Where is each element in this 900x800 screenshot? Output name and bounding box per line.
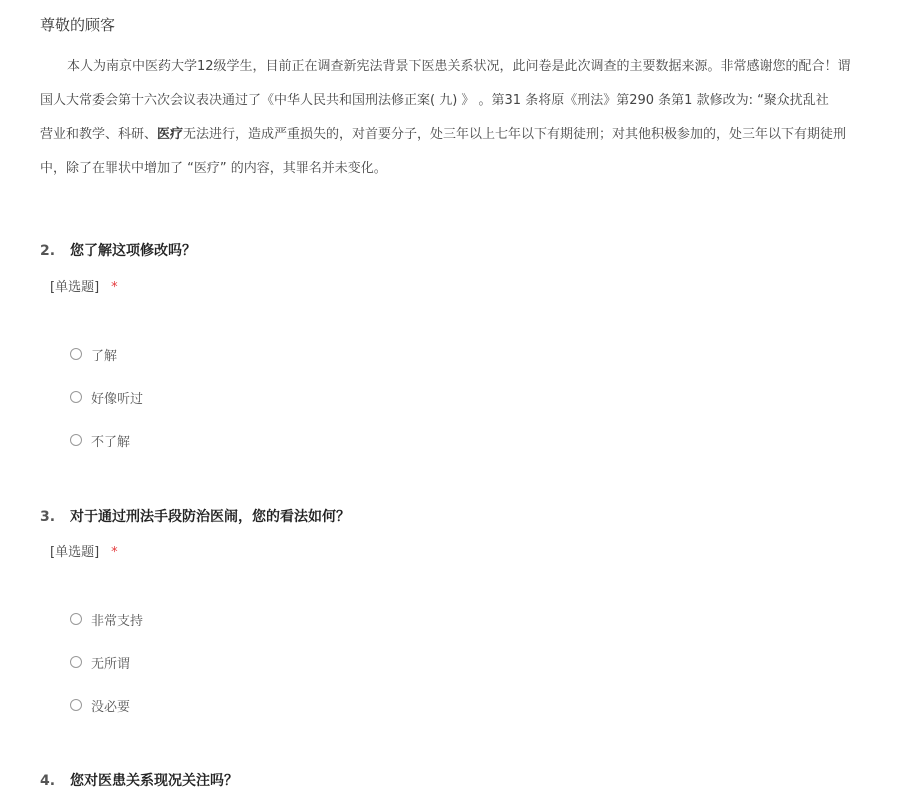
radio-button[interactable] <box>70 699 82 711</box>
question-type <box>50 541 118 560</box>
question-title <box>40 770 238 790</box>
survey-intro <box>40 50 900 186</box>
intro-line <box>40 118 900 152</box>
question-type <box>50 276 118 295</box>
option-label: 无所谓 <box>91 656 131 672</box>
radio-button[interactable] <box>70 656 82 668</box>
question-number: 4. <box>40 773 56 789</box>
radio-button[interactable] <box>70 434 82 446</box>
option-understand[interactable] <box>70 344 117 364</box>
question-text: 您对医患关系现况关注吗？ <box>70 773 238 789</box>
question-number: 3. <box>40 509 56 525</box>
intro-text: 营业和教学、科研、 <box>40 127 158 142</box>
option-strongly-support[interactable] <box>70 609 143 629</box>
question-text: 您了解这项修改吗？ <box>70 243 196 259</box>
question-type-label: [单选题] <box>50 280 100 295</box>
option-heard-of[interactable] <box>70 387 143 407</box>
question-text: 对于通过刑法手段防治医闹，您的看法如何？ <box>70 509 350 525</box>
question-title <box>40 240 196 260</box>
question-title <box>40 506 350 526</box>
option-label: 非常支持 <box>91 613 144 629</box>
intro-text: 无法进行，造成严重损失的，对首要分子，处三年以上七年以下有期徒刑；对其他积极参加的，处三年以下有期徒刑 <box>183 127 847 142</box>
option-label: 了解 <box>91 348 118 364</box>
radio-button[interactable] <box>70 348 82 360</box>
question-number: 2. <box>40 243 56 259</box>
option-label: 没必要 <box>91 699 131 715</box>
survey-greeting: 尊敬的顾客 <box>40 16 116 34</box>
option-unnecessary[interactable] <box>70 695 130 715</box>
required-marker: * <box>111 545 118 560</box>
intro-bold-text: 医疗 <box>157 127 184 142</box>
required-marker: * <box>111 280 118 295</box>
intro-line: 国人大常委会第十六次会议表决通过了《中华人民共和国刑法修正案( 九) 》 。第31 条将原《刑法》第290 条第1 款修改为: “聚众扰乱社 <box>40 93 829 108</box>
radio-button[interactable] <box>70 613 82 625</box>
option-label: 不了解 <box>91 434 131 450</box>
option-not-understand[interactable] <box>70 430 130 450</box>
option-label: 好像听过 <box>91 391 144 407</box>
question-type-label: [单选题] <box>50 545 100 560</box>
intro-line: 本人为南京中医药大学12级学生，目前正在调查新宪法背景下医患关系状况，此问卷是此次调查的主要数据来源。非常感谢您的配合！谓 <box>67 59 851 74</box>
intro-line: 中，除了在罪状中增加了 “医疗” 的内容，其罪名并未变化。 <box>40 161 387 176</box>
radio-button[interactable] <box>70 391 82 403</box>
option-indifferent[interactable] <box>70 652 130 672</box>
